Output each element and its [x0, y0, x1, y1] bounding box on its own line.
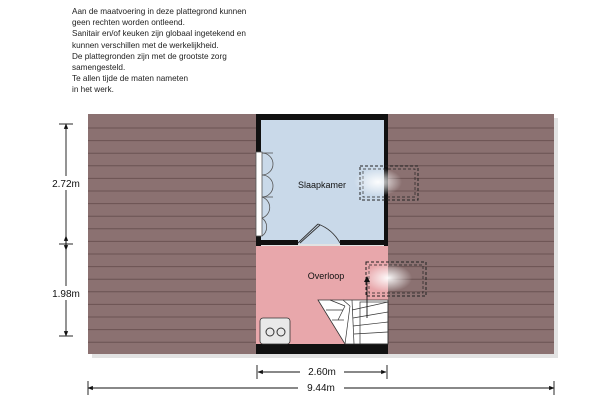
dim-bedroom-height: 2.72m — [52, 179, 80, 190]
room-label-bedroom: Slaapkamer — [297, 180, 347, 190]
disclaimer-line: kunnen verschillen met de werkelijkheid. — [72, 40, 219, 50]
dim-landing-height: 1.98m — [52, 289, 80, 300]
disclaimer-line: De plattegronden zijn met de grootste zorg — [72, 51, 227, 61]
roof-left — [88, 114, 256, 354]
disclaimer-line: Aan de maatvoering in deze plattegrond kunnen — [72, 7, 247, 16]
dimension-vertical — [59, 124, 73, 336]
disclaimer-line: Te allen tijde de maten nameten — [72, 74, 189, 84]
dim-total-width: 9.44m — [307, 383, 335, 394]
disclaimer-line: geen rechten worden ontleend. — [72, 18, 185, 28]
room-label-landing: Overloop — [307, 271, 345, 281]
disclaimer-line: Sanitair en/of keuken zijn globaal ingetekend en — [72, 29, 246, 39]
roof-right — [388, 114, 554, 354]
dim-inner-width: 2.60m — [308, 367, 336, 378]
disclaimer-line: samengesteld. — [72, 63, 126, 73]
disclaimer-line: in het werk. — [72, 85, 114, 95]
boiler-icon — [260, 318, 290, 344]
